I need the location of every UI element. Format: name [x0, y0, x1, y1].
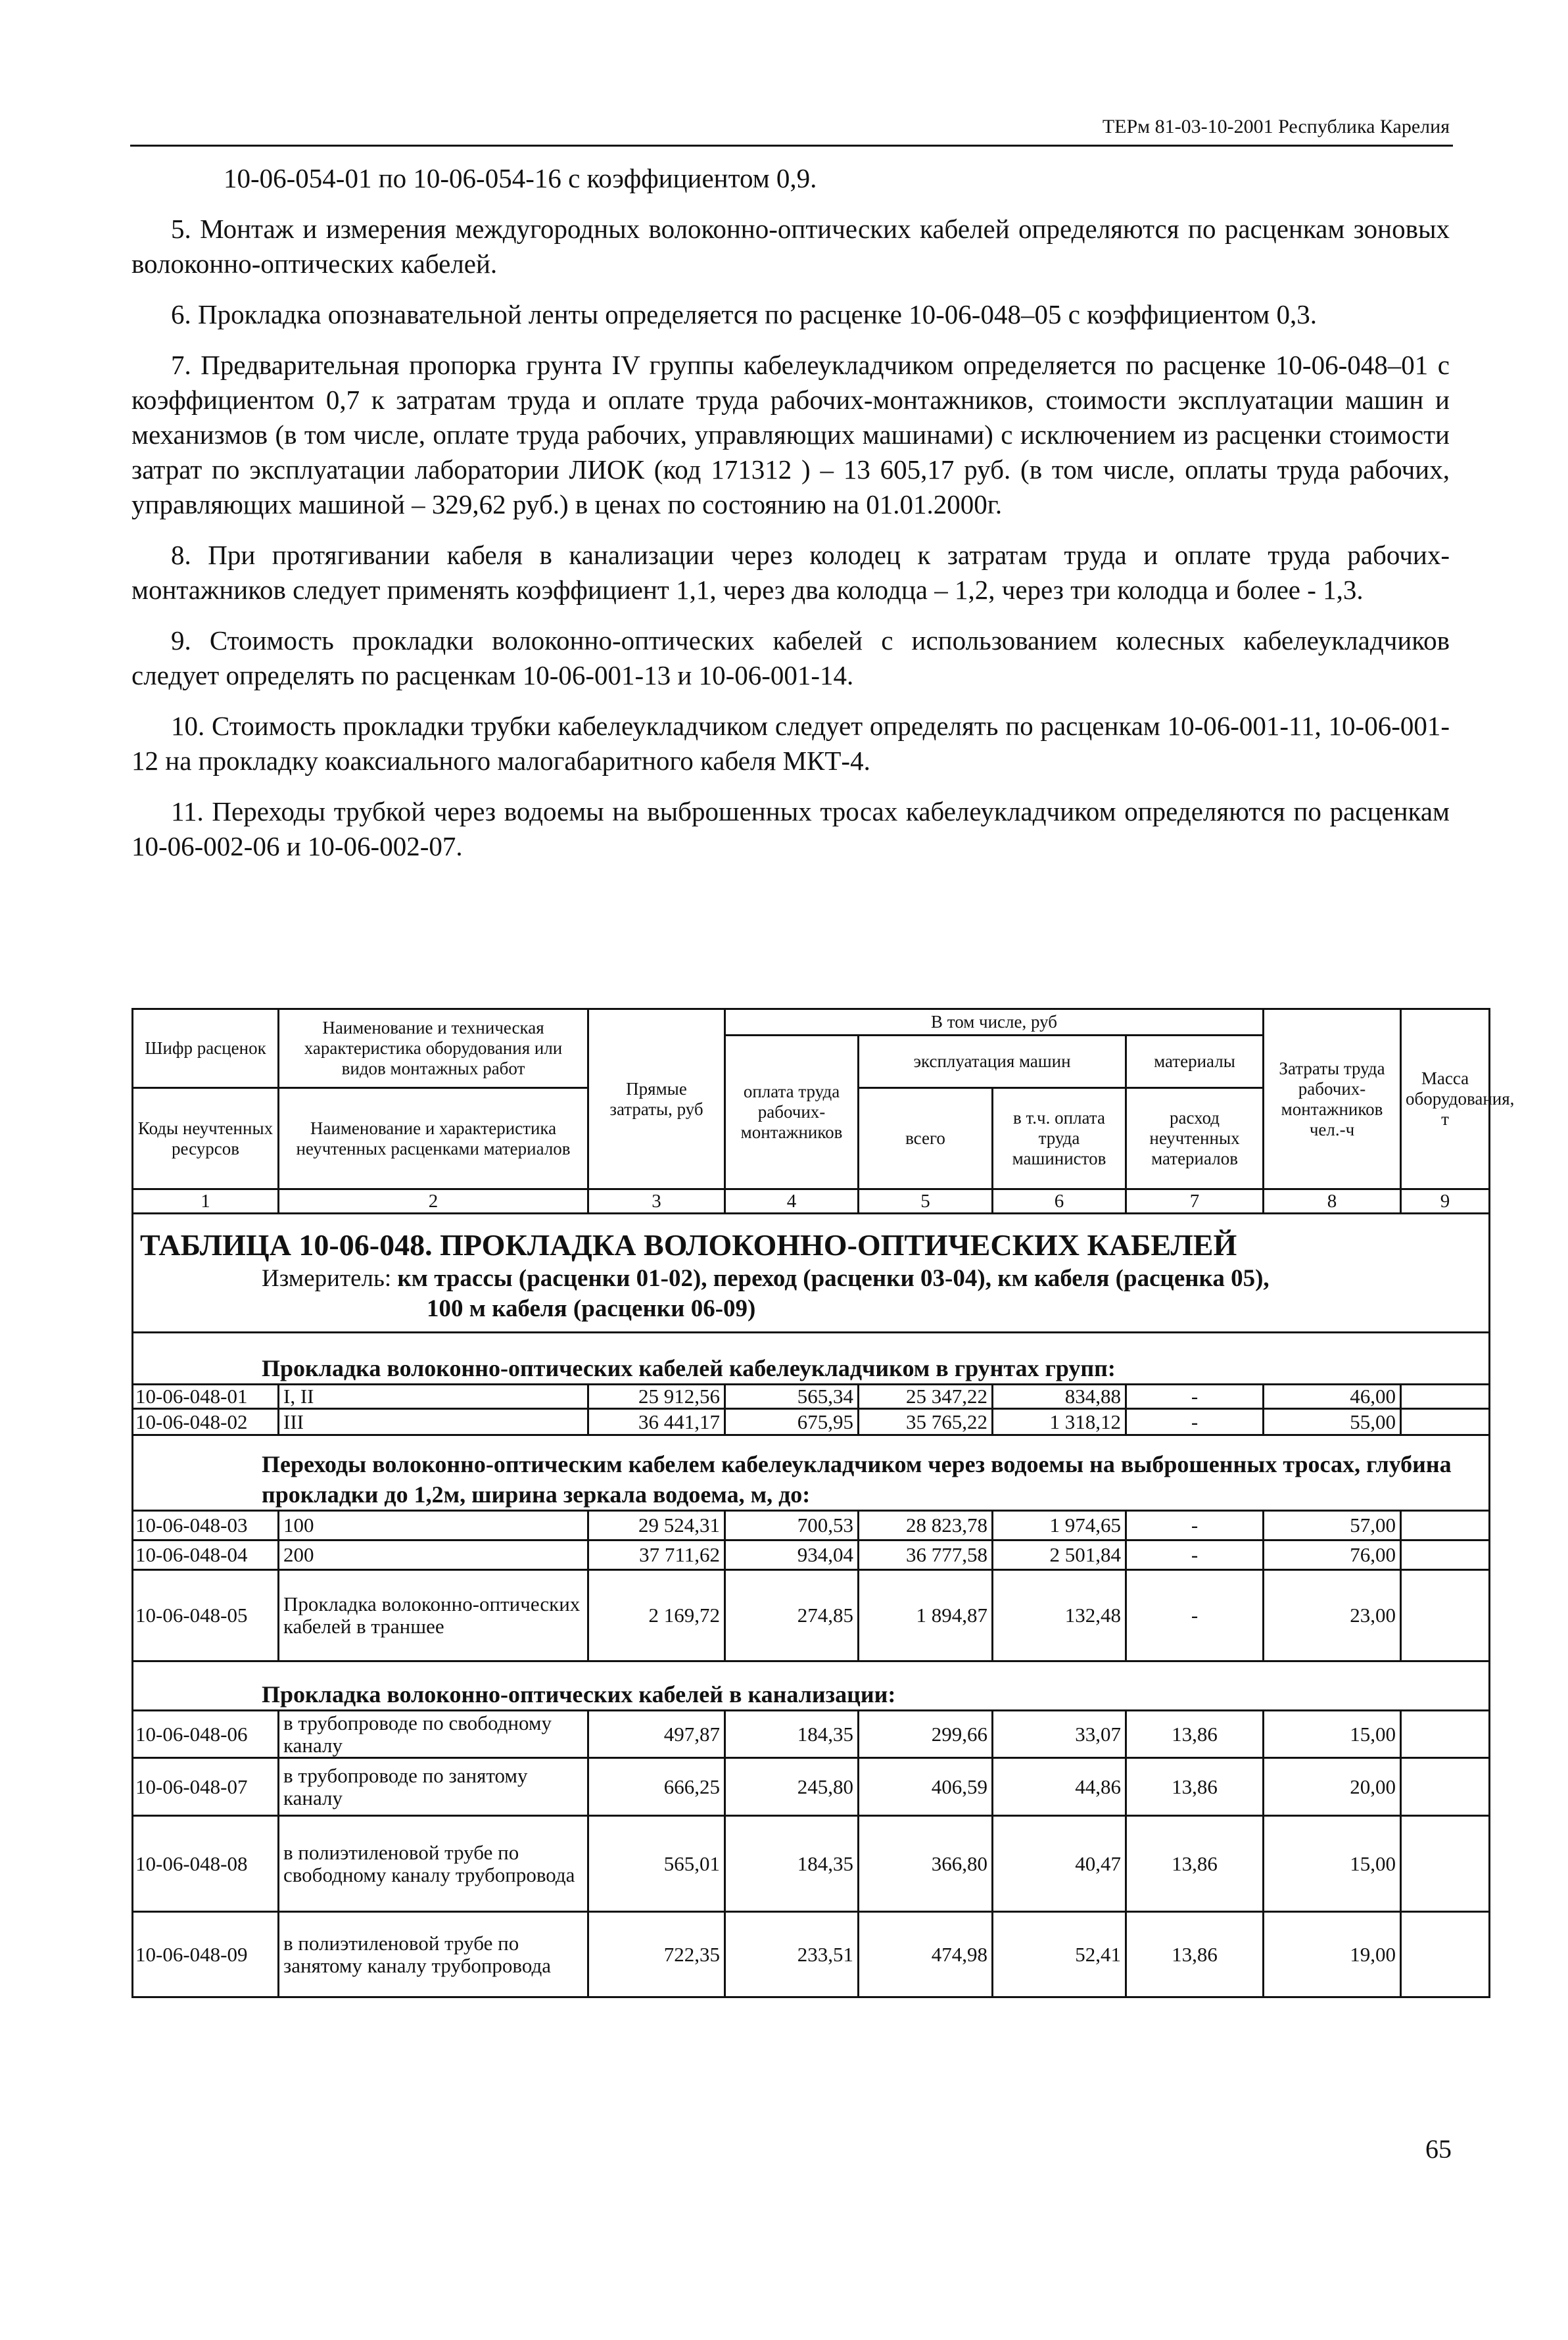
cell-rate-code: 10-06-048-07 [133, 1758, 279, 1816]
cell-labor-hours: 76,00 [1264, 1540, 1401, 1570]
header-unaccounted-name: Наименование и характеристика неучтенных расценками материалов [279, 1088, 588, 1189]
paragraph: 6. Прокладка опознавательной ленты определяется по расценке 10-06-048–05 с коэффициентом 0,3. [171, 299, 1318, 329]
cell-rate-code: 10-06-048-09 [133, 1912, 279, 1997]
cell-materials: - [1126, 1540, 1264, 1570]
cell-labor-hours: 20,00 [1264, 1758, 1401, 1816]
column-number: 4 [725, 1189, 859, 1214]
cell-labor-hours: 57,00 [1264, 1511, 1401, 1540]
cell-labor-pay: 184,35 [725, 1711, 859, 1758]
header-labor: Затраты труда рабочих-монтажников чел.-ч [1264, 1009, 1401, 1189]
cell-description: I, II [279, 1385, 588, 1409]
cell-mass [1401, 1816, 1490, 1912]
column-number: 8 [1264, 1189, 1401, 1214]
header-machines: эксплуатация машин [859, 1036, 1126, 1088]
header-mass: Масса оборудования, т [1401, 1009, 1490, 1189]
body-text [131, 161, 1450, 880]
section-heading: Переходы волоконно-оптическим кабелем кабелеукладчиком через водоемы на выброшенных тросах, глубина прокладки до 1,2м, ширина зеркала водоема, м, до: [262, 1451, 1452, 1508]
cell-description: в трубопроводе по свободному каналу [279, 1711, 588, 1758]
cell-mass [1401, 1385, 1490, 1409]
cell-labor-pay: 700,53 [725, 1511, 859, 1540]
cell-machines-total: 35 765,22 [859, 1409, 993, 1435]
cell-materials: 13,86 [1126, 1816, 1264, 1912]
paragraph: 7. Предварительная пропорка грунта IV группы кабелеукладчиком определяется по расценке 10-06-048–01 с коэффициентом 0,7 к затратам труда и оплате труда рабочих-монтажников, стоимости эксплуатации машин и механизмов (в том числе, оплате труда рабочих, управляющих машинами) с исключением из расценки стоимости затрат по эксплуатации лаборатории ЛИОК (код 171312 ) – 13 605,17 руб. (в том числе, оплаты труда рабочих, управляющих машиной – 329,62 руб.) в ценах по состоянию на 01.01.2000г. [131, 350, 1450, 519]
cell-rate-code: 10-06-048-06 [133, 1711, 279, 1758]
paragraph: 5. Монтаж и измерения междугородных волоконно-оптических кабелей определяются по расценкам зоновых волоконно-оптических кабелей. [131, 214, 1450, 279]
cell-materials: - [1126, 1570, 1264, 1661]
header-name: Наименование и техническая характеристика оборудования или видов монтажных работ [279, 1009, 588, 1088]
cell-machines-total: 36 777,58 [859, 1540, 993, 1570]
section-heading-cell [133, 1333, 1490, 1385]
column-number: 2 [279, 1189, 588, 1214]
cell-mass [1401, 1711, 1490, 1758]
cell-labor-pay: 184,35 [725, 1816, 859, 1912]
cell-machine-drivers-pay: 834,88 [993, 1385, 1126, 1409]
running-header: ТЕРм 81-03-10-2001 Республика Карелия [1102, 116, 1450, 137]
cell-materials: - [1126, 1385, 1264, 1409]
cell-description: 200 [279, 1540, 588, 1570]
page-number: 65 [1425, 2134, 1452, 2164]
cell-direct-cost: 565,01 [588, 1816, 725, 1912]
cell-mass [1401, 1540, 1490, 1570]
cell-machines-total: 1 894,87 [859, 1570, 993, 1661]
cell-description: III [279, 1409, 588, 1435]
cell-labor-hours: 46,00 [1264, 1385, 1401, 1409]
cell-description: в полиэтиленовой трубе по занятому каналу трубопровода [279, 1912, 588, 1997]
cell-labor-hours: 15,00 [1264, 1711, 1401, 1758]
paragraph: 10. Стоимость прокладки трубки кабелеукладчиком следует определять по расценкам 10-06-001-11, 10-06-001-12 на прокладку коаксиального малогабаритного кабеля МКТ-4. [131, 711, 1450, 776]
cell-machines-total: 28 823,78 [859, 1511, 993, 1540]
measure-text: км трассы (расценки 01-02), переход (расценки 03-04), км кабеля (расценка 05), [397, 1265, 1270, 1292]
table-row [133, 1570, 1490, 1661]
cell-description: 100 [279, 1511, 588, 1540]
table-row [133, 1385, 1490, 1409]
cell-materials: - [1126, 1409, 1264, 1435]
table-row [133, 1912, 1490, 1997]
cell-machine-drivers-pay: 1 974,65 [993, 1511, 1126, 1540]
cell-machines-total: 299,66 [859, 1711, 993, 1758]
cell-machine-drivers-pay: 52,41 [993, 1912, 1126, 1997]
cell-labor-pay: 233,51 [725, 1912, 859, 1997]
cell-rate-code: 10-06-048-01 [133, 1385, 279, 1409]
paragraph: 8. При протягивании кабеля в канализации через колодец к затратам труда и оплате труда рабочих-монтажников следует применять коэффициент 1,1, через два колодца – 1,2, через три колодца и более - 1,3. [131, 540, 1450, 605]
table-row [133, 1511, 1490, 1540]
header-unaccounted-codes: Коды неучтенных ресурсов [133, 1088, 279, 1189]
cell-rate-code: 10-06-048-04 [133, 1540, 279, 1570]
table-title: ТАБЛИЦА 10-06-048. ПРОКЛАДКА ВОЛОКОННО-ОПТИЧЕСКИХ КАБЕЛЕЙ [140, 1228, 1237, 1262]
table-row [133, 1816, 1490, 1912]
column-number: 3 [588, 1189, 725, 1214]
cell-direct-cost: 25 912,56 [588, 1385, 725, 1409]
section-heading-cell [133, 1661, 1490, 1711]
header-drivers: в т.ч. оплата труда машинистов [993, 1088, 1126, 1189]
cell-direct-cost: 2 169,72 [588, 1570, 725, 1661]
section-heading: Прокладка волоконно-оптических кабелей кабелеукладчиком в грунтах групп: [262, 1355, 1116, 1381]
cell-direct-cost: 666,25 [588, 1758, 725, 1816]
paragraph: 10-06-054-01 по 10-06-054-16 с коэффициентом 0,9. [224, 163, 817, 193]
cell-labor-hours: 55,00 [1264, 1409, 1401, 1435]
table-row [133, 1540, 1490, 1570]
cell-machine-drivers-pay: 2 501,84 [993, 1540, 1126, 1570]
paragraph: 9. Стоимость прокладки волоконно-оптических кабелей с использованием колесных кабелеукладчиков следует определять по расценкам 10-06-001-13 и 10-06-001-14. [131, 625, 1450, 690]
column-number: 5 [859, 1189, 993, 1214]
column-number: 7 [1126, 1189, 1264, 1214]
column-number: 1 [133, 1189, 279, 1214]
header-incl: В том числе, руб [725, 1009, 1264, 1036]
cell-machine-drivers-pay: 132,48 [993, 1570, 1126, 1661]
cell-labor-pay: 274,85 [725, 1570, 859, 1661]
cell-materials: 13,86 [1126, 1711, 1264, 1758]
rates-table [131, 1008, 1515, 1998]
cell-machine-drivers-pay: 33,07 [993, 1711, 1126, 1758]
table-row [133, 1758, 1490, 1816]
cell-labor-pay: 565,34 [725, 1385, 859, 1409]
cell-labor-pay: 934,04 [725, 1540, 859, 1570]
header-mat-cons: расход неучтенных материалов [1126, 1088, 1264, 1189]
header-materials: материалы [1126, 1036, 1264, 1088]
cell-rate-code: 10-06-048-08 [133, 1816, 279, 1912]
cell-materials: 13,86 [1126, 1758, 1264, 1816]
cell-machine-drivers-pay: 40,47 [993, 1816, 1126, 1912]
cell-direct-cost: 722,35 [588, 1912, 725, 1997]
cell-direct-cost: 29 524,31 [588, 1511, 725, 1540]
cell-labor-hours: 19,00 [1264, 1912, 1401, 1997]
cell-description: Прокладка волоконно-оптических кабелей в траншее [279, 1570, 588, 1661]
measure-line-2 [133, 1294, 1488, 1324]
cell-rate-code: 10-06-048-02 [133, 1409, 279, 1435]
cell-labor-hours: 23,00 [1264, 1570, 1401, 1661]
cell-direct-cost: 497,87 [588, 1711, 725, 1758]
cell-machines-total: 366,80 [859, 1816, 993, 1912]
cell-machines-total: 406,59 [859, 1758, 993, 1816]
measure-label: Измеритель: [262, 1265, 392, 1292]
measure [133, 1264, 1488, 1294]
table-row [133, 1409, 1490, 1435]
column-number: 9 [1401, 1189, 1490, 1214]
cell-labor-hours: 15,00 [1264, 1816, 1401, 1912]
section-heading-cell [133, 1435, 1490, 1511]
paragraph: 11. Переходы трубкой через водоемы на выброшенных тросах кабелеукладчиком определяются по расценкам 10-06-002-06 и 10-06-002-07. [131, 796, 1450, 861]
header-total: всего [859, 1088, 993, 1189]
cell-direct-cost: 37 711,62 [588, 1540, 725, 1570]
cell-mass [1401, 1758, 1490, 1816]
table-title-block [133, 1214, 1490, 1333]
section-heading: Прокладка волоконно-оптических кабелей в канализации: [262, 1681, 896, 1707]
cell-description: в полиэтиленовой трубе по свободному каналу трубопровода [279, 1816, 588, 1912]
header-direct: Прямые затраты, руб [588, 1009, 725, 1189]
header-labor-pay: оплата труда рабочих-монтажников [725, 1036, 859, 1189]
cell-machines-total: 25 347,22 [859, 1385, 993, 1409]
cell-mass [1401, 1570, 1490, 1661]
measure-text-2: 100 м кабеля (расценки 06-09) [427, 1295, 756, 1322]
column-number: 6 [993, 1189, 1126, 1214]
cell-labor-pay: 675,95 [725, 1409, 859, 1435]
cell-mass [1401, 1912, 1490, 1997]
cell-materials: - [1126, 1511, 1264, 1540]
cell-machine-drivers-pay: 44,86 [993, 1758, 1126, 1816]
cell-machine-drivers-pay: 1 318,12 [993, 1409, 1126, 1435]
cell-rate-code: 10-06-048-03 [133, 1511, 279, 1540]
cell-direct-cost: 36 441,17 [588, 1409, 725, 1435]
cell-mass [1401, 1511, 1490, 1540]
cell-labor-pay: 245,80 [725, 1758, 859, 1816]
cell-materials: 13,86 [1126, 1912, 1264, 1997]
cell-mass [1401, 1409, 1490, 1435]
cell-rate-code: 10-06-048-05 [133, 1570, 279, 1661]
header-code: Шифр расценок [133, 1009, 279, 1088]
cell-machines-total: 474,98 [859, 1912, 993, 1997]
table-row [133, 1711, 1490, 1758]
header-rule [130, 145, 1453, 147]
cell-description: в трубопроводе по занятому каналу [279, 1758, 588, 1816]
